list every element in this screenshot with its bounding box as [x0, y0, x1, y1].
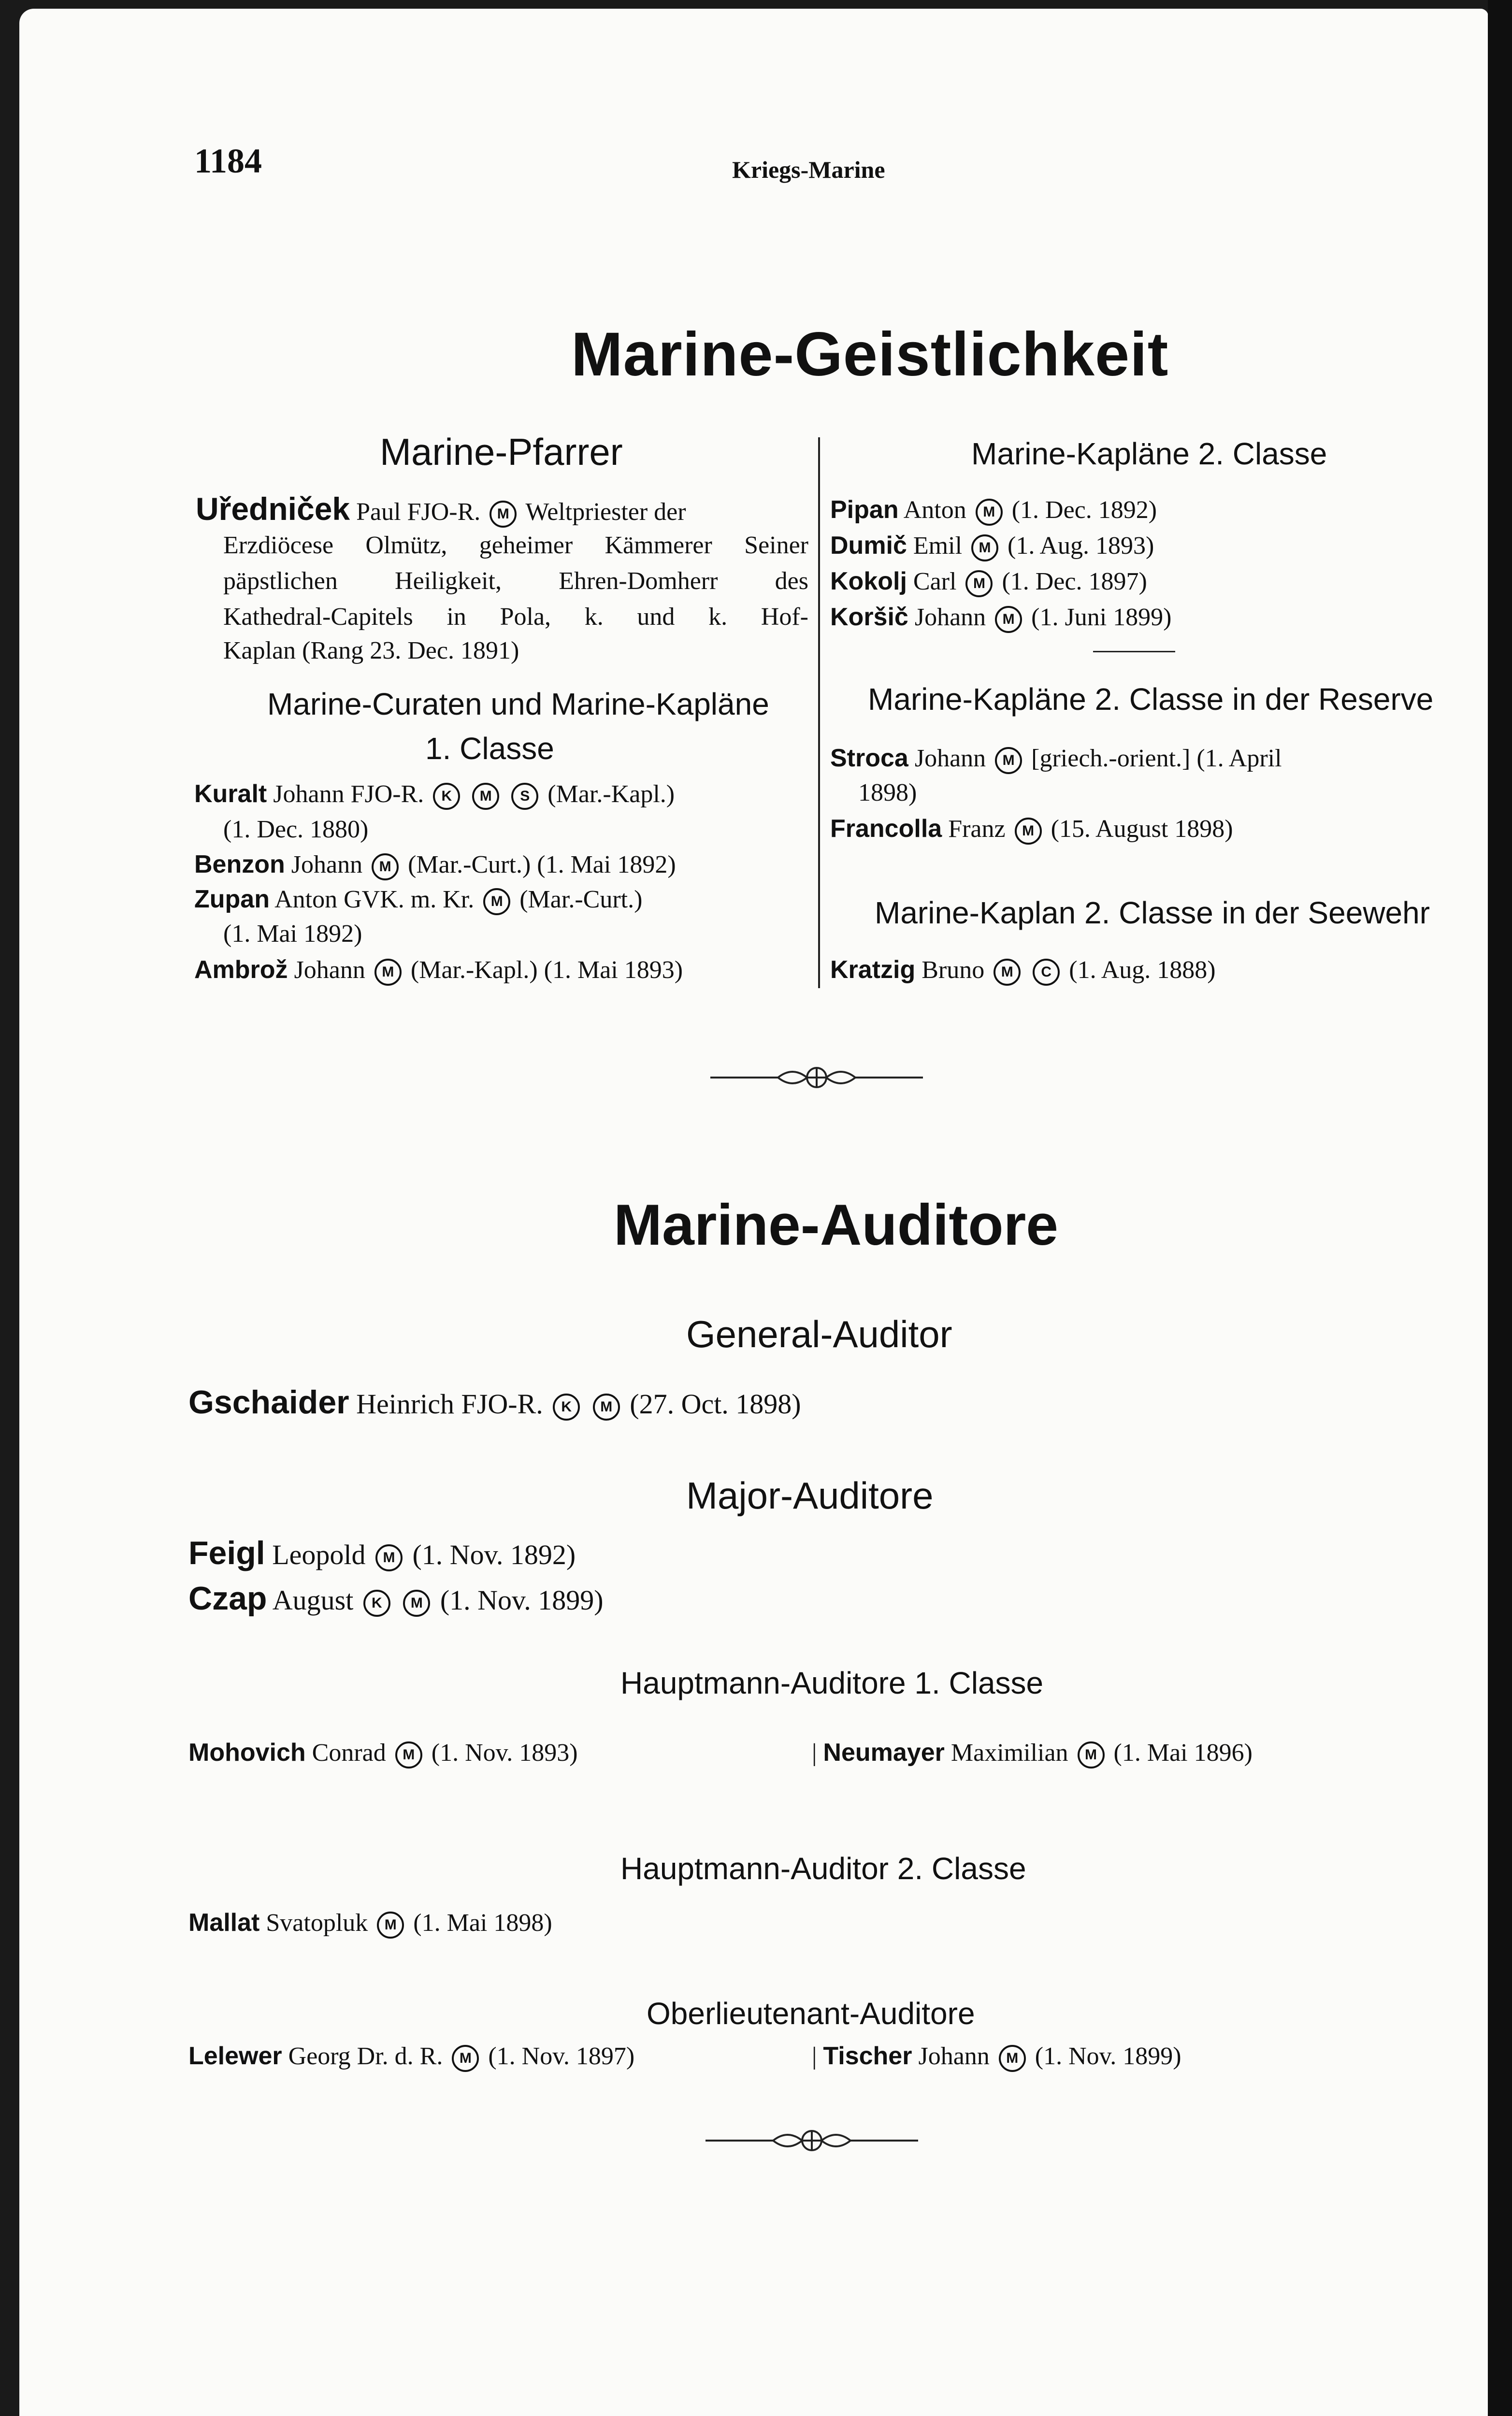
heading-curaten: Marine-Curaten und Marine-Kapläne [267, 687, 769, 721]
entry-name: Tischer [823, 2042, 912, 2070]
entry-name: Benzon [194, 850, 285, 878]
entry-text: Weltpriester der [525, 498, 686, 526]
marine-medal-icon: M [374, 959, 402, 986]
entry-name: Mallat [188, 1909, 260, 1937]
heading-marine-pfarrer: Marine-Pfarrer [380, 431, 623, 473]
entry-given: Georg Dr. d. R. [288, 2042, 443, 2070]
entry-date: (15. August 1898) [1051, 815, 1233, 843]
column-divider [818, 437, 820, 988]
service-cross-icon: S [511, 783, 538, 810]
entry-given: Franz [948, 815, 1006, 843]
heading-general-auditor: General-Auditor [686, 1313, 952, 1355]
marine-medal-icon: M [593, 1394, 620, 1421]
entry-name: Dumič [830, 532, 907, 560]
ornament-divider [710, 1063, 923, 1092]
entry-name: Francolla [830, 815, 942, 843]
entry-feigl [188, 1534, 576, 1574]
knight-cross-icon: K [553, 1394, 580, 1421]
entry-ambroz [194, 952, 683, 988]
entry-name: Uředniček [196, 491, 350, 527]
entry-given: Maximilian [950, 1739, 1068, 1767]
entry-kokolj [830, 563, 1147, 600]
heading-curaten-classe: 1. Classe [425, 731, 554, 766]
section-title-geistlichkeit: Marine-Geistlichkeit [571, 320, 1169, 389]
entry-date: (1. Dec. 1892) [1011, 496, 1157, 524]
entry-zupan [194, 881, 642, 918]
heading-hauptmann-1: Hauptmann-Auditore 1. Classe [620, 1666, 1044, 1700]
entry-name: Kokolj [830, 567, 907, 595]
entry-given: Emil [913, 532, 963, 560]
entry-line [223, 563, 808, 599]
marine-medal-icon: M [372, 853, 399, 880]
heading-kaplaene-2: Marine-Kapläne 2. Classe [971, 436, 1327, 471]
entry-gschaider [188, 1383, 801, 1424]
entry-given: Heinrich [356, 1388, 455, 1420]
marine-medal-icon: M [995, 747, 1022, 774]
entry-given: Johann [273, 780, 345, 808]
column-separator: | [812, 1739, 817, 1767]
marine-medal-icon: M [377, 1912, 404, 1939]
entry-kuralt [194, 776, 675, 812]
entry-order: GVK. m. Kr. [344, 886, 475, 913]
entry-line [223, 528, 808, 563]
marine-medal-icon: M [971, 534, 998, 561]
entry-order: FJO-R. [461, 1388, 543, 1420]
entry-urednicek [196, 491, 808, 530]
entry-name: Feigl [188, 1535, 265, 1571]
entry-order: FJO-R. [350, 780, 424, 808]
entry-lelewer [188, 2038, 634, 2074]
marine-medal-icon: M [995, 606, 1022, 633]
short-divider [1093, 651, 1175, 652]
marine-medal-icon: M [403, 1590, 430, 1617]
entry-name: Mohovich [188, 1739, 306, 1767]
ornament-divider [706, 2126, 918, 2155]
marine-medal-icon: M [1078, 1741, 1105, 1769]
knight-cross-icon: K [363, 1590, 390, 1617]
marine-medal-icon: M [999, 2045, 1026, 2072]
entry-date: (1. Juni 1899) [1031, 604, 1172, 631]
entry-kratzig [830, 952, 1216, 988]
marine-medal-icon: M [395, 1741, 422, 1769]
entry-francolla [830, 811, 1233, 847]
entry-date: (1. Mai 1896) [1113, 1739, 1253, 1767]
marine-medal-icon: M [483, 888, 510, 915]
marine-medal-icon: M [472, 783, 499, 810]
entry-given: Johann [918, 2042, 990, 2070]
heading-hauptmann-2: Hauptmann-Auditor 2. Classe [620, 1851, 1026, 1886]
entry-line: Kaplan (Rang 23. Dec. 1891) [223, 637, 519, 664]
cross-medal-icon: C [1033, 959, 1060, 986]
column-separator: | [812, 2042, 817, 2070]
entry-date: (1. Mai 1898) [413, 1909, 552, 1937]
entry-date: (1. Nov. 1893) [431, 1739, 578, 1767]
entry-name: Stroca [830, 744, 908, 772]
entry-given: Bruno [922, 956, 985, 984]
entry-given: Johann [291, 851, 363, 878]
entry-name: Pipan [830, 496, 899, 524]
marine-medal-icon: M [965, 570, 993, 597]
entry-date: (27. Oct. 1898) [630, 1388, 801, 1420]
marine-medal-icon: M [1015, 818, 1042, 845]
section-title-auditore: Marine-Auditore [614, 1193, 1059, 1257]
entry-name: Kuralt [194, 780, 267, 808]
entry-name: Ambrož [194, 956, 288, 984]
entry-given: August [272, 1584, 354, 1616]
entry-line [223, 599, 808, 635]
entry-text: (Mar.-Curt.) (1. Mai 1892) [408, 851, 676, 878]
marine-medal-icon: M [994, 959, 1021, 986]
entry-text: [griech.-orient.] (1. April [1031, 745, 1282, 772]
entry-czap [188, 1579, 604, 1620]
entry-name: Koršič [830, 603, 908, 631]
entry-name: Neumayer [823, 1739, 945, 1767]
entry-date: 1898) [858, 779, 917, 806]
entry-name: Czap [188, 1580, 267, 1617]
entry-date: (1. Nov. 1899) [440, 1584, 604, 1616]
scan-edge [1488, 0, 1512, 2416]
entry-mallat [188, 1905, 552, 1941]
entry-given: Paul FJO-R. [356, 498, 481, 526]
entry-given: Johann [914, 745, 986, 772]
entry-pipan [830, 492, 1157, 528]
page-number: 1184 [194, 142, 262, 180]
entry-text: (Mar.-Kapl.) (1. Mai 1893) [410, 956, 683, 984]
running-title: Kriegs-Marine [732, 156, 885, 183]
entry-date: (1. Nov. 1897) [488, 2042, 635, 2070]
entry-date: (1. Nov. 1892) [412, 1539, 576, 1570]
entry-date: (1. Dec. 1880) [223, 816, 369, 843]
entry-date: (1. Nov. 1899) [1035, 2042, 1181, 2070]
entry-name: Gschaider [188, 1384, 349, 1421]
entry-name: Zupan [194, 885, 270, 913]
entry-benzon [194, 847, 676, 883]
entry-neumayer [812, 1735, 1253, 1771]
knight-cross-icon: K [433, 783, 460, 810]
entry-name: Lelewer [188, 2042, 282, 2070]
marine-medal-icon: M [375, 1544, 403, 1571]
entry-date: (1. Dec. 1897) [1002, 568, 1147, 595]
entry-given: Svatopluk [266, 1909, 368, 1937]
entry-given: Johann [914, 604, 986, 631]
entry-given: Leopold [272, 1539, 366, 1570]
entry-text: päpstlichen Heiligkeit, Ehren-Domherr des [223, 567, 808, 595]
entry-given: Anton [274, 886, 338, 913]
entry-text: Kathedral-Capitels in Pola, k. und k. Hof- [223, 603, 808, 631]
heading-oberlieutenant: Oberlieutenant-Auditore [647, 1996, 975, 2031]
entry-mohovich [188, 1735, 578, 1771]
entry-dumic [830, 528, 1154, 564]
entry-tischer [812, 2038, 1181, 2074]
marine-medal-icon: M [452, 2045, 479, 2072]
entry-given: Conrad [312, 1739, 386, 1767]
entry-korsic [830, 599, 1172, 635]
entry-name: Kratzig [830, 956, 916, 984]
entry-text: Erzdiöcese Olmütz, geheimer Kämmerer Seiner [223, 532, 808, 559]
marine-medal-icon: M [490, 501, 517, 528]
entry-stroca [830, 740, 1440, 777]
heading-seewehr: Marine-Kaplan 2. Classe in der Seewehr [875, 895, 1430, 930]
entry-date: (1. Aug. 1893) [1008, 532, 1154, 560]
entry-rank: (Mar.-Kapl.) [547, 780, 675, 808]
heading-major-auditore: Major-Auditore [686, 1474, 934, 1517]
entry-rank: (Mar.-Curt.) [519, 886, 643, 913]
heading-reserve: Marine-Kapläne 2. Classe in der Reserve [868, 682, 1434, 717]
marine-medal-icon: M [976, 499, 1003, 526]
entry-given: Carl [913, 568, 957, 595]
entry-given: Anton [903, 496, 966, 524]
entry-given: Johann [294, 956, 365, 984]
entry-date: (1. Aug. 1888) [1069, 956, 1216, 984]
entry-date: (1. Mai 1892) [223, 920, 362, 948]
